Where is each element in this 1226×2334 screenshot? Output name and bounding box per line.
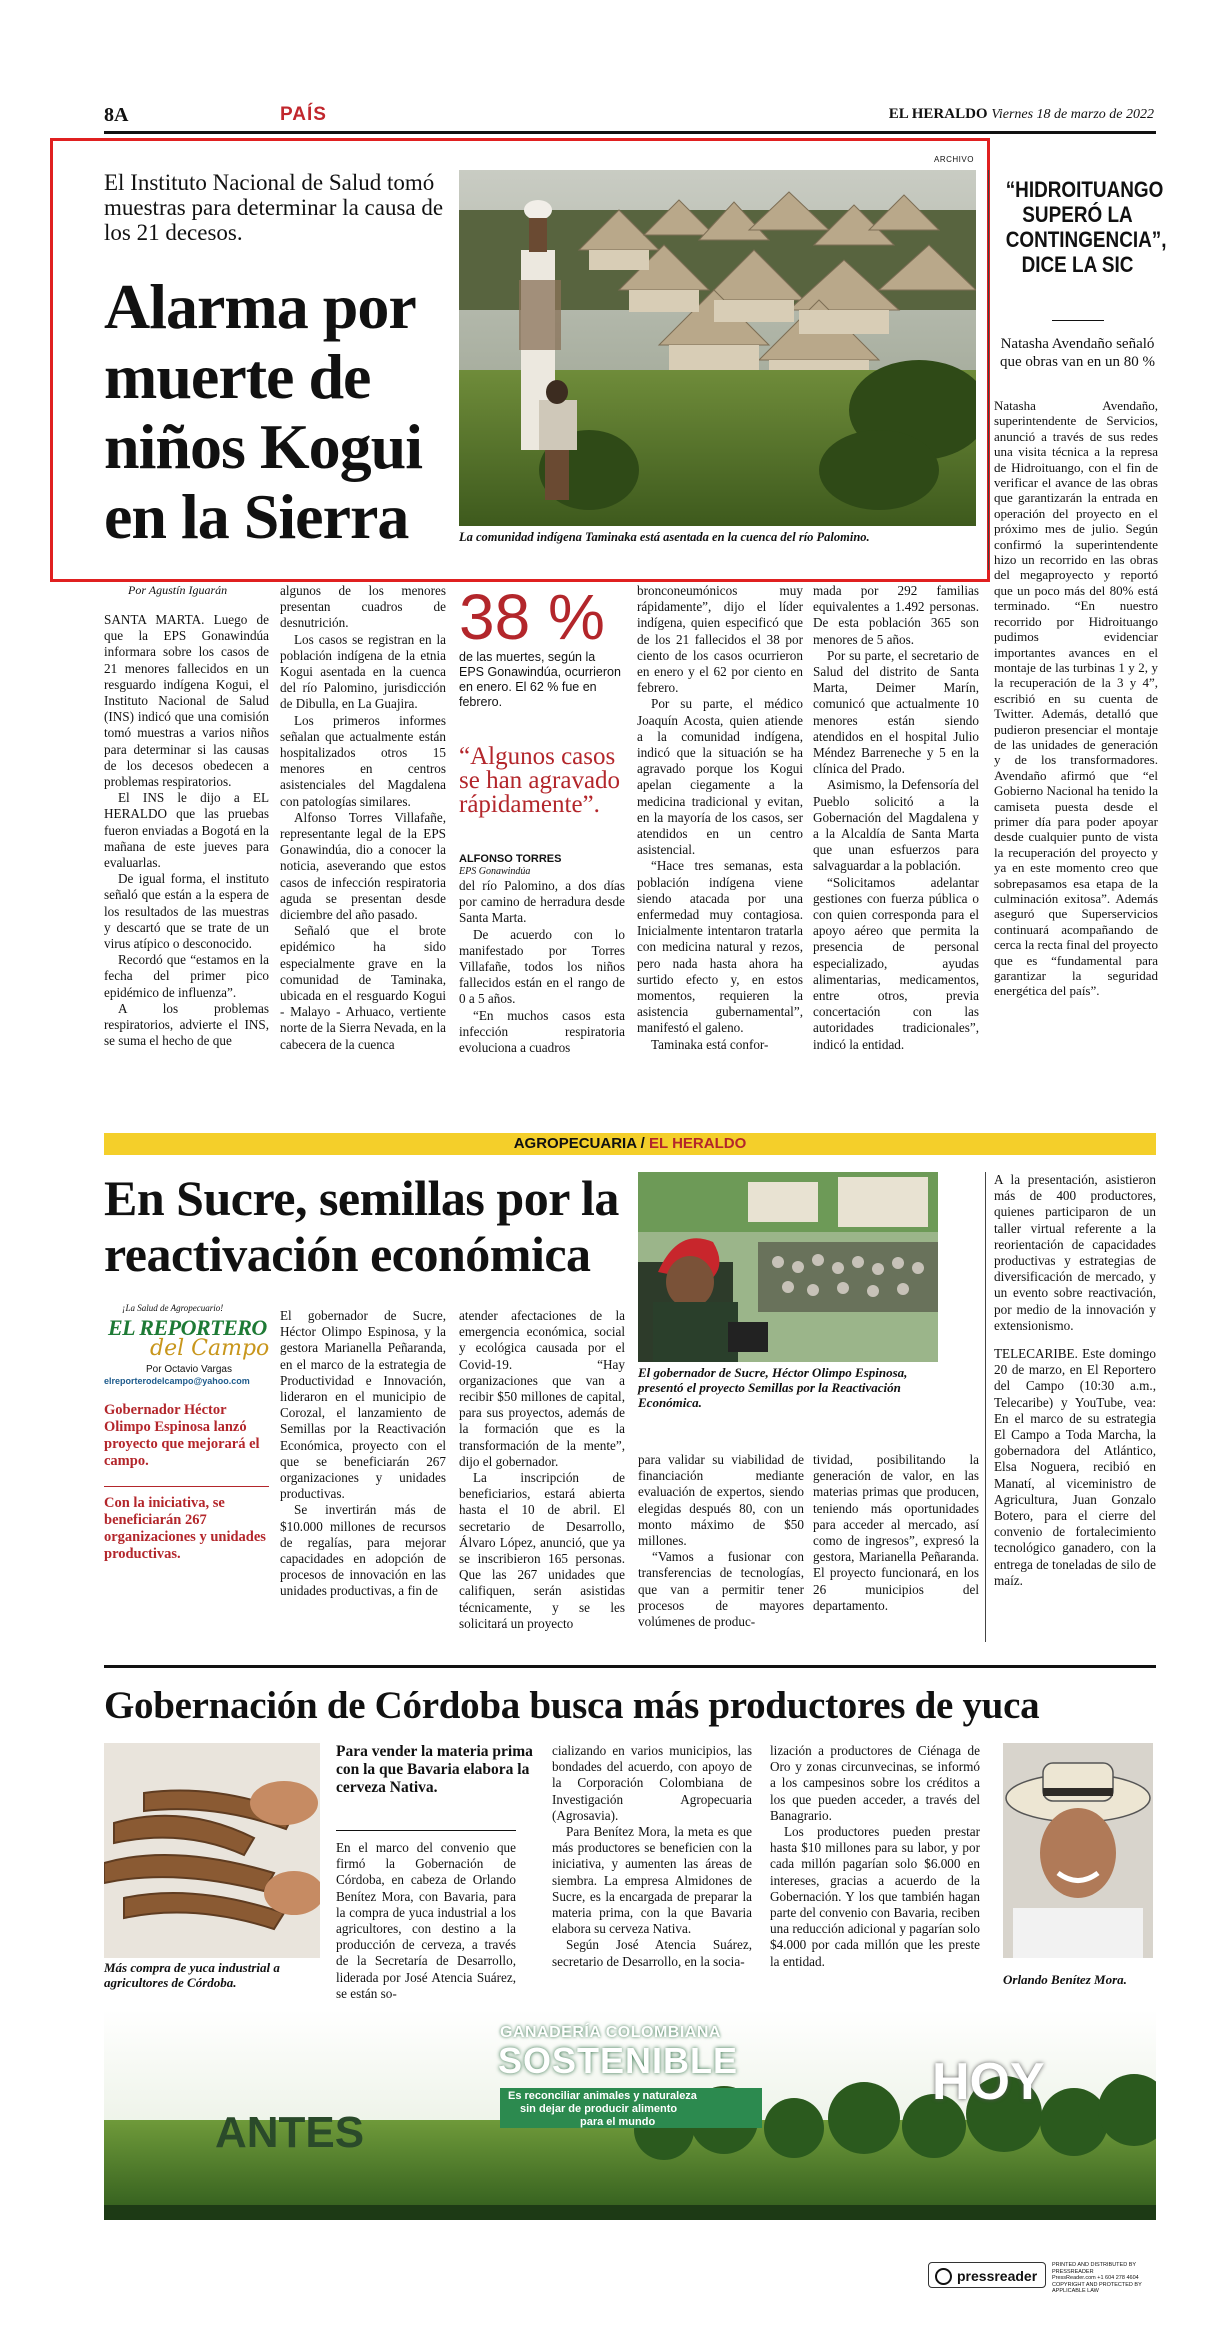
- paragraph: De acuerdo con lo manifestado por Torres Villafañe, todos los niños fallecidos están en el rango de 0 a 5 años.: [459, 926, 625, 1007]
- lead-photo-caption: La comunidad indígena Taminaka está asentada en la cuenca del río Palomino.: [459, 530, 870, 544]
- ad-subtitle-2: sin dejar de producir alimento: [520, 2103, 678, 2115]
- agro-highlight-rule: [104, 1486, 269, 1487]
- lead-headline: Alarma por muerte de niños Kogui en la Sierra: [104, 271, 423, 552]
- agro-column-4: [813, 1452, 979, 1614]
- yuca-photo: [104, 1743, 320, 1958]
- ad-subtitle-3: para el mundo: [580, 2116, 656, 2128]
- agro-highlight-1: Gobernador Héctor Olimpo Espinosa lanzó proyecto que mejorará el campo.: [104, 1402, 260, 1469]
- paragraph: La inscripción de beneficiarios, estará abierta hasta el 10 de abril. El secretario de Desarrollo, Álvaro López, anunció, que ya se inscribieron 165 personas. Que las 267 unidades que califiquen, serán asistidas técnicamente, y se les solicitará un proyecto: [459, 1470, 625, 1631]
- agro-section-name: AGROPECUARIA: [513, 1135, 637, 1152]
- cordoba-column-2: [552, 1743, 752, 1970]
- paragraph: Natasha Avendaño, superintendente de Servicios, anunció a través de sus redes una visita técnica a la represa de Hidroituango, con el fin de verificar el avance de las obras que garantizarán la entrada en operación del proyecto en el próximo mes de julio. Según confirmó la superintendente hizo un recorrido en las obras del megaproyecto y reportó que un poco más del 80% está terminado. “En nuestro recorrido por Hidroituango pudimos evidenciar importantes avances en el montaje de las turbinas 1 y 2, y la recuperación de la 3 y 4”, escribió en su cuenta de Twitter. Además, detalló que pudieron presenciar el montaje de las unidades de generación y de los transformadores. Avendaño afirmó que “el Gobierno Nacional ha tenido la camiseta puesta desde el primer día para poder apoyar desde cualquier punto de vista la recuperación del proyecto y ya en este momento creo que sobrepasamos esa etapa de la culminación exitosa”. Además aseguró que Superservicios continuará acompañando de cerca la recta final del proyecto que es “fundamental para garantizar la seguridad energética del país”.: [994, 398, 1158, 999]
- cordoba-lead-rule: [336, 1830, 516, 1831]
- agro-column-2: [459, 1308, 625, 1632]
- lead-column-2: [280, 583, 446, 1053]
- agro-section-separator: /: [636, 1135, 650, 1152]
- pull-quote: “Algunos casos se han agravado rápidamente”.: [459, 743, 621, 818]
- lead-column-4: [637, 583, 803, 1053]
- agro-column-5: [994, 1172, 1156, 1589]
- paragraph: Los productores pueden prestar hasta $10 millones para su labor, y por cada millón pagarían solo $6.000 en intereses, gracias a acuerdo de la Gobernación. Y los que también hagan parte del convenio con Bavaria, reciben una reducción adicional y pagarían solo $4.000 por cada millón que les preste la entidad.: [770, 1824, 980, 1969]
- masthead-date: Viernes 18 de marzo de 2022: [991, 107, 1154, 122]
- agro-column-3: [638, 1452, 804, 1630]
- sidebar-title-rule: [1052, 320, 1104, 321]
- sidebar-subtitle: Natasha Avendaño señaló que obras van en un 80 %: [1000, 336, 1155, 370]
- agro-highlight-2: Con la iniciativa, se beneficiarán 267 organizaciones y unidades productivas.: [104, 1495, 266, 1562]
- section-name: PAÍS: [280, 104, 327, 125]
- pressreader-icon: [935, 2268, 952, 2285]
- agro-section-label: [104, 1135, 1156, 1152]
- stat-description: de las muertes, según la EPS Gonawindúa, ocurrieron en enero. El 62 % fue en febrero.: [459, 650, 621, 709]
- lead-kicker: El Instituto Nacional de Salud tomó muestras para determinar la causa de los 21 decesos.: [104, 170, 444, 245]
- agro-headline: En Sucre, semillas por la reactivación económica: [104, 1170, 619, 1282]
- paragraph: algunos de los menores presentan cuadros de desnutrición.: [280, 583, 446, 631]
- paragraph: Los primeros informes señalan que actualmente están hospitalizados otros 15 menores en centros asistenciales del Magdalena con patologías similares.: [280, 712, 446, 809]
- paragraph: “En muchos casos esta infección respiratoria evoluciona a cuadros: [459, 1007, 625, 1056]
- paragraph: Según José Atencia Suárez, secretario de Desarrollo, en la socia-: [552, 1937, 752, 1969]
- paragraph: “Hace tres semanas, esta población indígena viene siendo atacada por una enfermedad muy contagiosa. Inicialmente intentaron tratarla con medicina natural y rezos, pero nada hasta ahora ha surtido efecto y, en estos momentos, requieren la asistencia gubernamental”, manifestó el galeno.: [637, 858, 803, 1036]
- reportero-logo-author: Por Octavio Vargas: [146, 1364, 232, 1375]
- agro-section-paper: EL HERALDO: [649, 1135, 747, 1152]
- paragraph: A los problemas respiratorios, advierte el INS, se suma el hecho de que: [104, 1000, 269, 1049]
- ad-tag: GANADERÍA COLOMBIANA: [500, 2024, 721, 2041]
- paragraph: bronconeumónicos muy rápidamente”, dijo el líder indígena, quien especificó que de los 21 fallecidos el 38 por ciento de los casos ocurrieron en enero y el 62 por ciento en febrero.: [637, 583, 803, 696]
- paragraph: Por su parte, el médico Joaquín Acosta, quien atiende a la comunidad indígena, indicó que la situación se ha agravado porque los Kogui apelan ciegamente a la medicina tradicional y evitan, en la mayoría de los casos, ser atendidos en un centro asistencial.: [637, 696, 803, 858]
- paragraph: atender afectaciones de la emergencia económica, social y ecológica causada por el Covid-19. “Hay organizaciones que van a recibir $50 millones de capital, para sus proyectos, además de la formación que es la transformación de la mente”, dijo el gobernador.: [459, 1308, 625, 1469]
- paragraph: “Vamos a fusionar con transferencias de tecnologías, que van a permitir tener procesos de mayores volúmenes de produc-: [638, 1549, 804, 1630]
- ad-before-label: ANTES: [215, 2108, 365, 2157]
- agro-column-1: [280, 1308, 446, 1600]
- header-rule: [104, 131, 1156, 134]
- paragraph: cializando en varios municipios, las bondades del acuerdo, con apoyo de la Corporación Colombiana de Investigación Agropecuaria (Agrosavia).: [552, 1743, 752, 1823]
- paragraph: A la presentación, asistieron más de 400 productores, quienes participaron de un taller virtual referente a la reorientación de capacidades productivas y estrategias de diversificación de mercado, y un evento sobre reactivación, por medio de la innovación y extensionismo.: [994, 1172, 1156, 1333]
- lead-column-1: [104, 612, 269, 1049]
- paragraph: del río Palomino, a dos días por camino de herradura desde Santa Marta.: [459, 878, 625, 926]
- paragraph: mada por 292 familias equivalentes a 1.492 personas. De esta población 365 son menores de 5 años.: [813, 583, 979, 647]
- yuca-photo-caption: Más compra de yuca industrial a agricultores de Córdoba.: [104, 1960, 280, 1990]
- pressreader-logo: pressreader: [928, 2262, 1046, 2288]
- paragraph: para validar su viabilidad de financiación mediante evaluación de expertos, siendo elegidas después 80, con un monto máximo de $50 millones.: [638, 1452, 804, 1549]
- paragraph: Taminaka está confor-: [651, 1036, 769, 1052]
- paragraph: Por su parte, el secretario de Salud del distrito de Santa Marta, Deimer Marín, comunicó que actualmente 10 menores están siendo atendidos en el hospital Julio Méndez Barreneche y 5 en la clínica del Prado.: [813, 647, 979, 777]
- ad-title: SOSTENIBLE: [498, 2040, 739, 2081]
- cordoba-lead: Para vender la materia prima con la que Bavaria elabora la cerveza Nativa.: [336, 1743, 533, 1796]
- paragraph: Señaló que el brote epidémico ha sido especialmente grave en la comunidad de Taminaka, ubicada en el resguardo Kogui - Malayo - Arhuaco, vertiente norte de la Sierra Nevada, en la cabecera de la cuenca: [280, 923, 446, 1052]
- orlando-benitez-portrait: [1003, 1743, 1153, 1958]
- paragraph: tividad, posibilitando la generación de valor, en las materias primas que producen, teniendo más oportunidades para acceder al mercado, así como de ingresos”, expresó la gestora, Marianella Peñaranda. El proyecto funcionará, en los 26 municipios del departamento.: [813, 1452, 979, 1613]
- paragraph: Se invertirán más de $10.000 millones de recursos de regalías, para mejorar capacidades en adopción de procesos de innovación en las unidades productivas, a fin de: [280, 1502, 446, 1599]
- sidebar-divider: [988, 170, 989, 570]
- ad-now-label: HOY: [932, 2053, 1045, 2111]
- photo-credit: ARCHIVO: [934, 155, 974, 164]
- cordoba-column-3: [770, 1743, 980, 1970]
- cordoba-headline: Gobernación de Córdoba busca más productores de yuca: [104, 1684, 1040, 1727]
- paragraph: SANTA MARTA. Luego de que la EPS Gonawindúa informara sobre los casos de 21 menores fallecidos en un resguardo indígena Kogui, el Instituto Nacional de Salud (INS) indicó que una comisión tomó muestras a varios niños para determinar si las causas de los decesos obedecen a problemas respiratorios.: [104, 612, 269, 790]
- taminaka-village-photo: [459, 170, 976, 526]
- sidebar-body: [994, 398, 1158, 999]
- paragraph: Asimismo, la Defensoría del Pueblo solicitó a la Gobernación del Magdalena y a la Alcaldía de Santa Marta que unan esfuerzos para salvaguardar a la población.: [813, 777, 979, 874]
- portrait-caption: Orlando Benítez Mora.: [1003, 1972, 1127, 1987]
- pull-quote-author: ALFONSO TORRES: [459, 853, 562, 865]
- paragraph: Para Benítez Mora, la meta es que más productores se beneficien con la iniciativa, y aumenten las áreas de siembra. La empresa Almidones de Sucre, es la encargada de preparar la materia prima, con la que Bavaria elabora su cerveza Nativa.: [552, 1824, 752, 1937]
- paragraph: Los casos se registran en la población indígena de la etnia Kogui asentada en la cuenca del río Palomino, jurisdicción de Dibulla, en La Guajira.: [280, 631, 446, 712]
- paragraph: “Solicitamos adelantar gestiones con fuerza pública o con quien corresponda para el apoyo aéreo que permita la presencia de personal especializado, ayudas alimentarias, medicamentos, entre otros, previa concertación con las autoridades tradicionales”, indicó la entidad.: [813, 874, 979, 1052]
- paragraph: Recordó que “estamos en la fecha del primer pico epidémico de influenza”.: [104, 952, 269, 1000]
- paragraph: En el marco del convenio que firmó la Gobernación de Córdoba, en cabeza de Orlando Benítez Mora, con Bavaria, para la compra de yuca industrial a los agricultores, con destino a la producción de cerveza, a través de la Secretaría de Desarrollo, liderada por José Atencia Suárez, se están so-: [336, 1840, 516, 2001]
- legal-line: PRINTED AND DISTRIBUTED BY PRESSREADER: [1052, 2262, 1136, 2275]
- masthead-name: EL HERALDO: [888, 106, 988, 122]
- lead-byline: Por Agustín Iguarán: [128, 583, 228, 597]
- legal-line: COPYRIGHT AND PROTECTED BY APPLICABLE LAW: [1052, 2281, 1142, 2294]
- reportero-logo-suffix: del Campo: [150, 1336, 270, 1361]
- agro-photo-caption: El gobernador de Sucre, Héctor Olimpo Espinosa, presentó el proyecto Semillas por la Reactivación Económica.: [638, 1365, 908, 1410]
- paragraph: De igual forma, el instituto señaló que están a la espera de los resultados de las muestras y descartó que se trate de un virus atípico o desconocido.: [104, 871, 269, 952]
- pull-quote-role: EPS Gonawindúa: [459, 866, 531, 877]
- stat-percentage: 38 %: [459, 581, 605, 653]
- sidebar-title: “HIDROITUANGO SUPERÓ LA CONTINGENCIA”, DICE LA SIC: [1005, 177, 1167, 277]
- cordoba-column-1: [336, 1840, 516, 2002]
- page-number: 8A: [104, 104, 129, 126]
- paragraph: TELECARIBE. Este domingo 20 de marzo, en El Reportero del Campo (10:30 a.m., Telecaribe) y YouTube, vea: En el marco de su estrategia El Campo a Toda Marcha, la gobernadora del Atlántico, Elsa Noguera, recibió en Manatí, al viceministro de Agricultura, Juan Gonzalo Botero, para el cierre del convenio de fortalecimiento tecnológico ganadero, con la entrega de toneladas de silo de maíz.: [994, 1346, 1156, 1588]
- paragraph: El INS le dijo a EL HERALDO que las pruebas fueron enviadas a Bogotá en la mañana de este jueves para evaluarlas.: [104, 790, 269, 871]
- reportero-email: elreporterodelcampo@yahoo.com: [104, 1376, 250, 1386]
- reportero-logo-tagline: ¡La Salud de Agropecuario!: [122, 1303, 224, 1313]
- agro-sidebar-divider: [985, 1172, 986, 1642]
- paragraph: El gobernador de Sucre, Héctor Olimpo Espinosa, y la gestora Marianella Peñaranda, en el marco de la estrategia de Productividad e Innovación, lideraron en el municipio de Corozal, el lanzamiento de Semillas por la Reactivación Económica, proyecto con el que se beneficiarán 267 organizaciones y unidades productivas.: [280, 1308, 446, 1502]
- legal-line: PressReader.com +1 604 278 4604: [1052, 2275, 1139, 2281]
- paragraph: Alfonso Torres Villafañe, representante legal de la EPS Gonawindúa, dio a conocer la noticia, aseverando que estos casos de infección respiratoria aguda se presentan desde diciembre del año pasado.: [280, 809, 446, 923]
- masthead: [889, 106, 1154, 123]
- pressreader-legal: [1052, 2262, 1172, 2295]
- cordoba-top-rule: [104, 1665, 1156, 1668]
- reportero-logo-name: EL REPORTERO: [108, 1315, 267, 1340]
- ad-subtitle-1: Es reconciliar animales y naturaleza: [508, 2090, 697, 2102]
- lead-column-3: [459, 878, 625, 1056]
- sucre-event-photo: [638, 1172, 938, 1362]
- lead-column-5: [813, 583, 979, 1053]
- paragraph: lización a productores de Ciénaga de Oro y zonas circunvecinas, se informó a los campesinos sobre los créditos a los que pueden acceder, a través del Banagrario.: [770, 1743, 980, 1823]
